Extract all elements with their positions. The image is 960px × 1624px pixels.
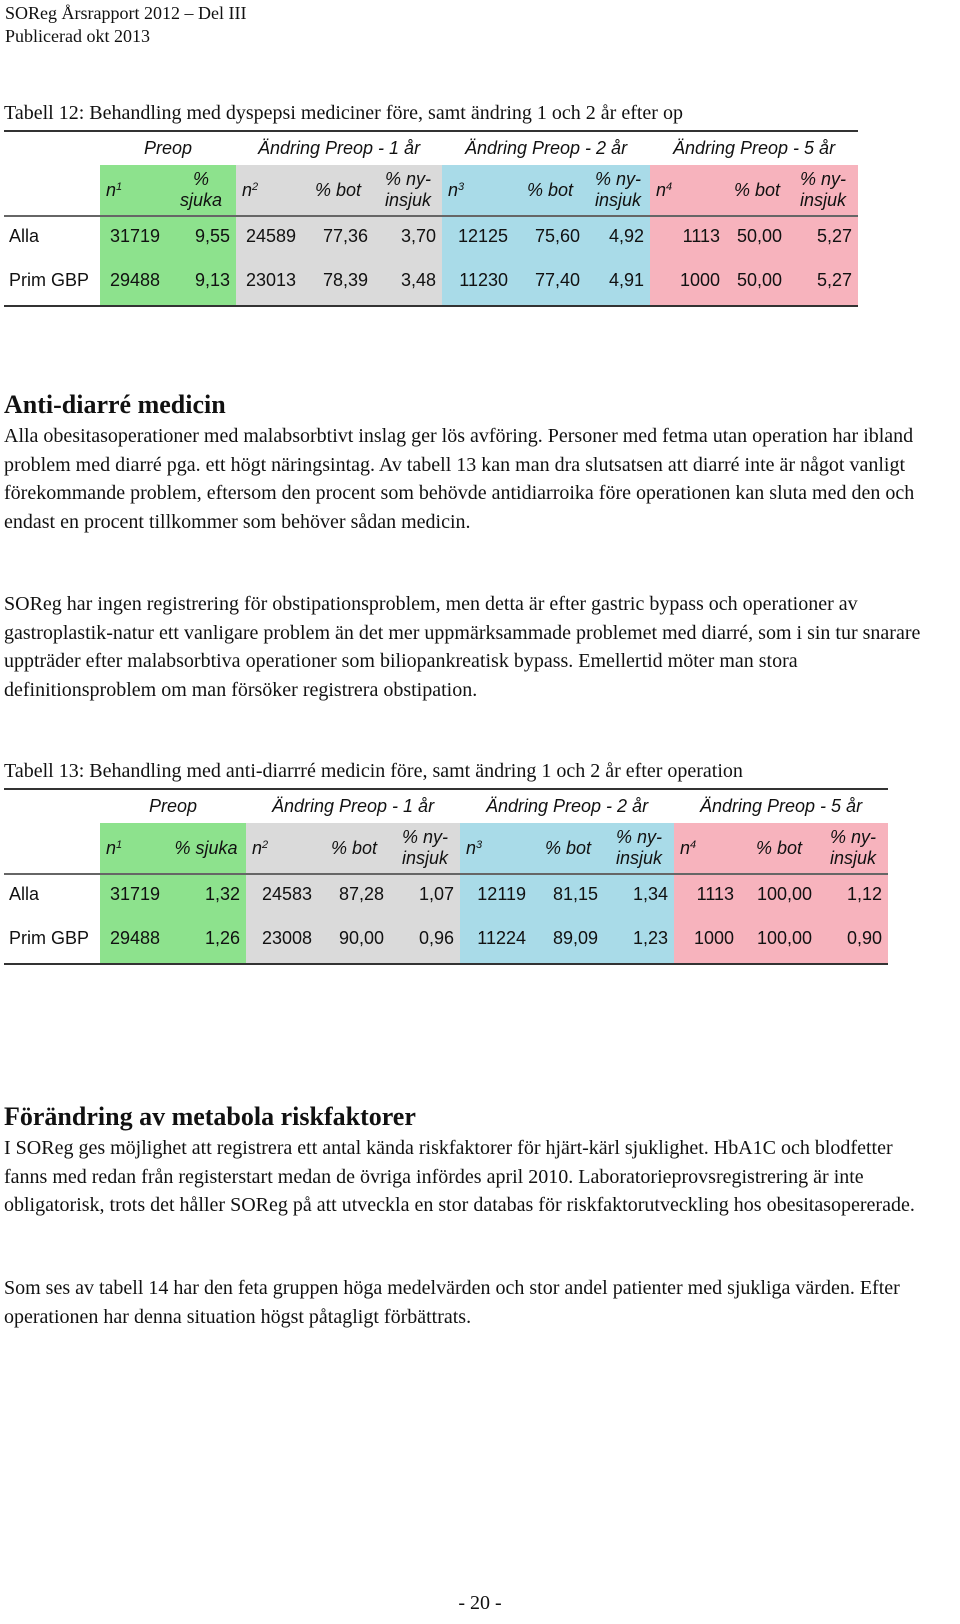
table-cell: 5,27 <box>788 216 858 255</box>
col-pct-ny-1: % ny-insjuk <box>374 165 442 216</box>
table-cell: 23008 <box>246 913 318 964</box>
table-cell: 9,13 <box>166 255 236 306</box>
table-row <box>4 874 888 913</box>
table-cell: 78,39 <box>302 255 374 306</box>
table-cell: 3,48 <box>374 255 442 306</box>
table-cell: 29488 <box>100 255 166 306</box>
section-title-metabola-riskfaktorer: Förändring av metabola riskfaktorer <box>4 1102 416 1131</box>
table-cell: 90,00 <box>318 913 390 964</box>
table-cell: 11230 <box>442 255 514 306</box>
table-cell: 1,12 <box>818 874 888 913</box>
group-year2: Ändring Preop - 2 år <box>464 138 628 158</box>
col-pct-bot-5: % bot <box>740 823 818 874</box>
table12-caption: Tabell 12: Behandling med dyspepsi mediciner före, samt ändring 1 och 2 år efter op <box>4 102 683 124</box>
table-cell: 87,28 <box>318 874 390 913</box>
col-pct-sjuka: % sjuka <box>166 165 236 216</box>
col-pct-ny-5: % ny-insjuk <box>818 823 888 874</box>
paragraph: Som ses av tabell 14 har den feta gruppen höga medelvärden och stor andel patienter med sjukliga värden. Efter operationen har denna situation högst påtagligt förbättrats. <box>4 1277 900 1328</box>
col-pct-bot-1: % bot <box>318 823 390 874</box>
table-cell: 50,00 <box>726 216 788 255</box>
group-preop: Preop <box>148 796 198 816</box>
group-year5: Ändring Preop - 5 år <box>699 796 863 816</box>
col-n2: $n^2$ <box>246 823 318 874</box>
table12 <box>4 130 858 307</box>
paragraph: I SOReg ges möjlighet att registrera ett antal kända riskfaktorer för hjärt-kärl sjuklighet. HbA1C och blodfetter fanns med redan från registerstart medan de övriga infördes april 2010. Laboratorieprovsregistrering är inte obligatorisk, trots det håller SOReg på att utveckla en stor databas för riskfaktorutveckling hos obesitasopererade. <box>4 1137 915 1216</box>
col-n3: $n^3$ <box>460 823 532 874</box>
report-title: SOReg Årsrapport 2012 – Del III <box>5 3 247 23</box>
col-pct-bot-2: % bot <box>532 823 604 874</box>
paragraph: Alla obesitasoperationer med malabsorbtivt inslag ger lös avföring. Personer med fetma utan operation har ibland problem med diarré pga. ett högt näringsintag. Av tabell 13 kan man dra slutsatsen att diarré inte är något vanligt förekommande problem, eftersom den procent som behövde antidiarroika före operationen kan sluta med den och endast en procent tillkommer som behöver sådan medicin. <box>4 425 915 533</box>
group-year1: Ändring Preop - 1 år <box>257 138 421 158</box>
table-cell: 1,26 <box>166 913 246 964</box>
table-cell: 100,00 <box>740 874 818 913</box>
col-n2: $n^2$ <box>236 165 302 216</box>
table-cell: 23013 <box>236 255 302 306</box>
table-cell: 4,91 <box>586 255 650 306</box>
table-cell: 1,23 <box>604 913 674 964</box>
col-pct-ny-2: % ny-insjuk <box>604 823 674 874</box>
row-label: Prim GBP <box>9 269 90 290</box>
table-cell: 3,70 <box>374 216 442 255</box>
group-year5: Ändring Preop - 5 år <box>672 138 836 158</box>
table-cell: 0,90 <box>818 913 888 964</box>
col-pct-bot-1: % bot <box>302 165 374 216</box>
table-row <box>4 216 858 255</box>
group-preop: Preop <box>143 138 193 158</box>
table-cell: 31719 <box>100 216 166 255</box>
table-cell: 24589 <box>236 216 302 255</box>
col-pct-ny-5: % ny-insjuk <box>788 165 858 216</box>
col-pct-sjuka: % sjuka <box>166 823 246 874</box>
page-number: - 20 - <box>458 1592 502 1614</box>
table-cell: 29488 <box>100 913 166 964</box>
table-cell: 75,60 <box>514 216 586 255</box>
col-n4: $n^4$ <box>674 823 740 874</box>
table-cell: 50,00 <box>726 255 788 306</box>
table13-caption: Tabell 13: Behandling med anti-diarrré medicin före, samt ändring 1 och 2 år efter operation <box>4 760 743 782</box>
table-row <box>4 255 858 306</box>
col-n1: $n^1$ <box>100 823 166 874</box>
col-n3: $n^3$ <box>442 165 514 216</box>
table-cell: 4,92 <box>586 216 650 255</box>
table-cell: 5,27 <box>788 255 858 306</box>
col-n4: $n^4$ <box>650 165 726 216</box>
col-pct-ny-1: % ny-insjuk <box>390 823 460 874</box>
col-pct-ny-2: % ny-insjuk <box>586 165 650 216</box>
table-cell: 24583 <box>246 874 318 913</box>
table-cell: 12125 <box>442 216 514 255</box>
table-cell: 9,55 <box>166 216 236 255</box>
paragraph: SOReg har ingen registrering för obstipationsproblem, men detta är efter gastric bypass och operationer av gastroplastik-natur ett vanligare problem än det mer uppmärksammade problemet med diarré, som i sin tur snarare uppträder efter malabsorbtiva operationer som biliopankreatisk bypass. Emellertid möter man stora definitionsproblem om man försöker registrera obstipation. <box>4 593 921 701</box>
publish-date: Publicerad okt 2013 <box>5 26 150 46</box>
row-label: Prim GBP <box>9 927 90 948</box>
table-cell: 0,96 <box>390 913 460 964</box>
table-cell: 11224 <box>460 913 532 964</box>
table-cell: 89,09 <box>532 913 604 964</box>
row-label: Alla <box>9 225 40 246</box>
table-cell: 1000 <box>674 913 740 964</box>
col-n1: $n^1$ <box>100 165 166 216</box>
table-cell: 1000 <box>650 255 726 306</box>
table-cell: 1113 <box>674 874 740 913</box>
section-title-anti-diarre: Anti-diarré medicin <box>4 390 226 419</box>
table-cell: 1,34 <box>604 874 674 913</box>
group-year2: Ändring Preop - 2 år <box>485 796 649 816</box>
table-cell: 81,15 <box>532 874 604 913</box>
row-label: Alla <box>9 883 40 904</box>
group-year1: Ändring Preop - 1 år <box>271 796 435 816</box>
col-pct-bot-5: % bot <box>726 165 788 216</box>
table13 <box>4 788 888 965</box>
table-row <box>4 913 888 964</box>
col-pct-bot-2: % bot <box>514 165 586 216</box>
table-cell: 1113 <box>650 216 726 255</box>
table-cell: 31719 <box>100 874 166 913</box>
table-cell: 77,36 <box>302 216 374 255</box>
table-cell: 100,00 <box>740 913 818 964</box>
page-header <box>5 2 246 48</box>
table-cell: 77,40 <box>514 255 586 306</box>
table-cell: 12119 <box>460 874 532 913</box>
table-cell: 1,32 <box>166 874 246 913</box>
table-cell: 1,07 <box>390 874 460 913</box>
